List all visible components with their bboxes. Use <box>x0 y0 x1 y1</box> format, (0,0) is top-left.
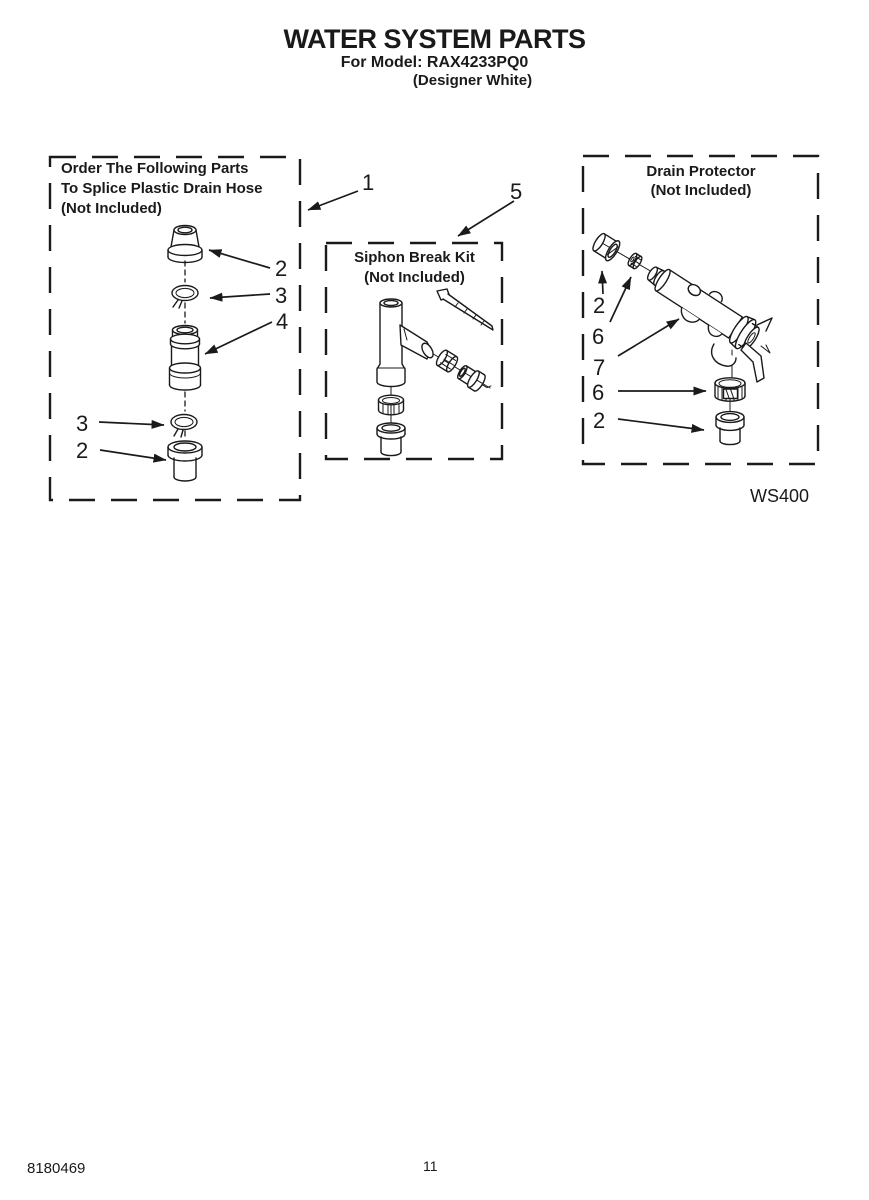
splice-box-title-line3: (Not Included) <box>61 200 162 217</box>
drain-cap-icon <box>590 231 622 263</box>
siphon-box-title-line2: (Not Included) <box>364 269 465 286</box>
siphon-standpipe-icon <box>377 299 435 387</box>
drain-cup-icon <box>716 412 744 445</box>
callout-5-arrow <box>458 201 514 236</box>
callout-7-arrow <box>618 319 679 356</box>
drain-clamp-icon <box>715 378 745 401</box>
document-number: 8180469 <box>27 1160 86 1177</box>
finish-subtitle: (Designer White) <box>412 72 533 89</box>
page-title: WATER SYSTEM PARTS <box>283 24 586 54</box>
siphon-box-title <box>327 248 502 288</box>
callout-2-drain-cap: 2 <box>593 293 606 318</box>
screw-icon <box>437 289 493 330</box>
callout-3-splice-top: 3 <box>275 283 288 308</box>
callout-2-splice-top: 2 <box>275 256 288 281</box>
siphon-break-kit-assembly <box>377 289 494 456</box>
callout-2-drain-cup: 2 <box>593 408 606 433</box>
siphon-cap-icon <box>377 423 405 456</box>
callout-1: 1 <box>362 170 375 195</box>
callout-2-cap-arrow <box>602 271 603 294</box>
callout-2-bottom-arrow <box>618 419 704 430</box>
splice-box-title-line1: Order The Following Parts <box>61 160 249 177</box>
siphon-hose-fitting-icon <box>455 363 494 397</box>
callout-4-arrow <box>205 322 272 354</box>
drain-box-title-line1: Drain Protector <box>646 163 756 180</box>
drain-box-title <box>584 162 818 200</box>
drain-hose-fitting-bottom-icon <box>168 441 202 481</box>
hose-clamp-bottom-icon <box>171 415 197 438</box>
drain-protector-assembly <box>590 231 772 445</box>
callout-3-left-arrow <box>99 422 164 425</box>
splice-box-title-line2: To Splice Plastic Drain Hose <box>61 180 263 197</box>
callout-2-splice-bottom: 2 <box>76 438 89 463</box>
callout-6-drain-washer: 6 <box>592 324 605 349</box>
splice-box-title <box>61 159 262 219</box>
callout-6-drain-clamp: 6 <box>592 380 605 405</box>
callout-3-splice-bottom: 3 <box>76 411 89 436</box>
drain-box-title-line2: (Not Included) <box>650 182 752 199</box>
callout-1-arrow <box>308 191 358 210</box>
splice-parts-assembly <box>168 226 202 482</box>
drain-hose-fitting-top-icon <box>168 226 202 263</box>
callout-7-drain-body: 7 <box>593 355 606 380</box>
callout-4-coupler: 4 <box>276 309 289 334</box>
callout-3-top-arrow <box>210 294 270 298</box>
siphon-clamp-icon <box>434 349 459 374</box>
callout-2-left-arrow <box>100 450 166 460</box>
model-subtitle: For Model: RAX4233PQ0 <box>340 54 529 71</box>
callout-2-top-arrow <box>209 250 270 268</box>
diagram-code-label: WS400 <box>750 486 810 506</box>
page-number: 11 <box>423 1158 438 1174</box>
drain-protector-body-icon <box>639 255 766 357</box>
siphon-box-title-line1: Siphon Break Kit <box>354 249 475 266</box>
hose-coupler-icon <box>170 326 201 391</box>
callout-6-washer-arrow <box>610 277 631 322</box>
callout-5-siphon: 5 <box>510 179 523 204</box>
filter-washer-icon <box>627 252 644 270</box>
